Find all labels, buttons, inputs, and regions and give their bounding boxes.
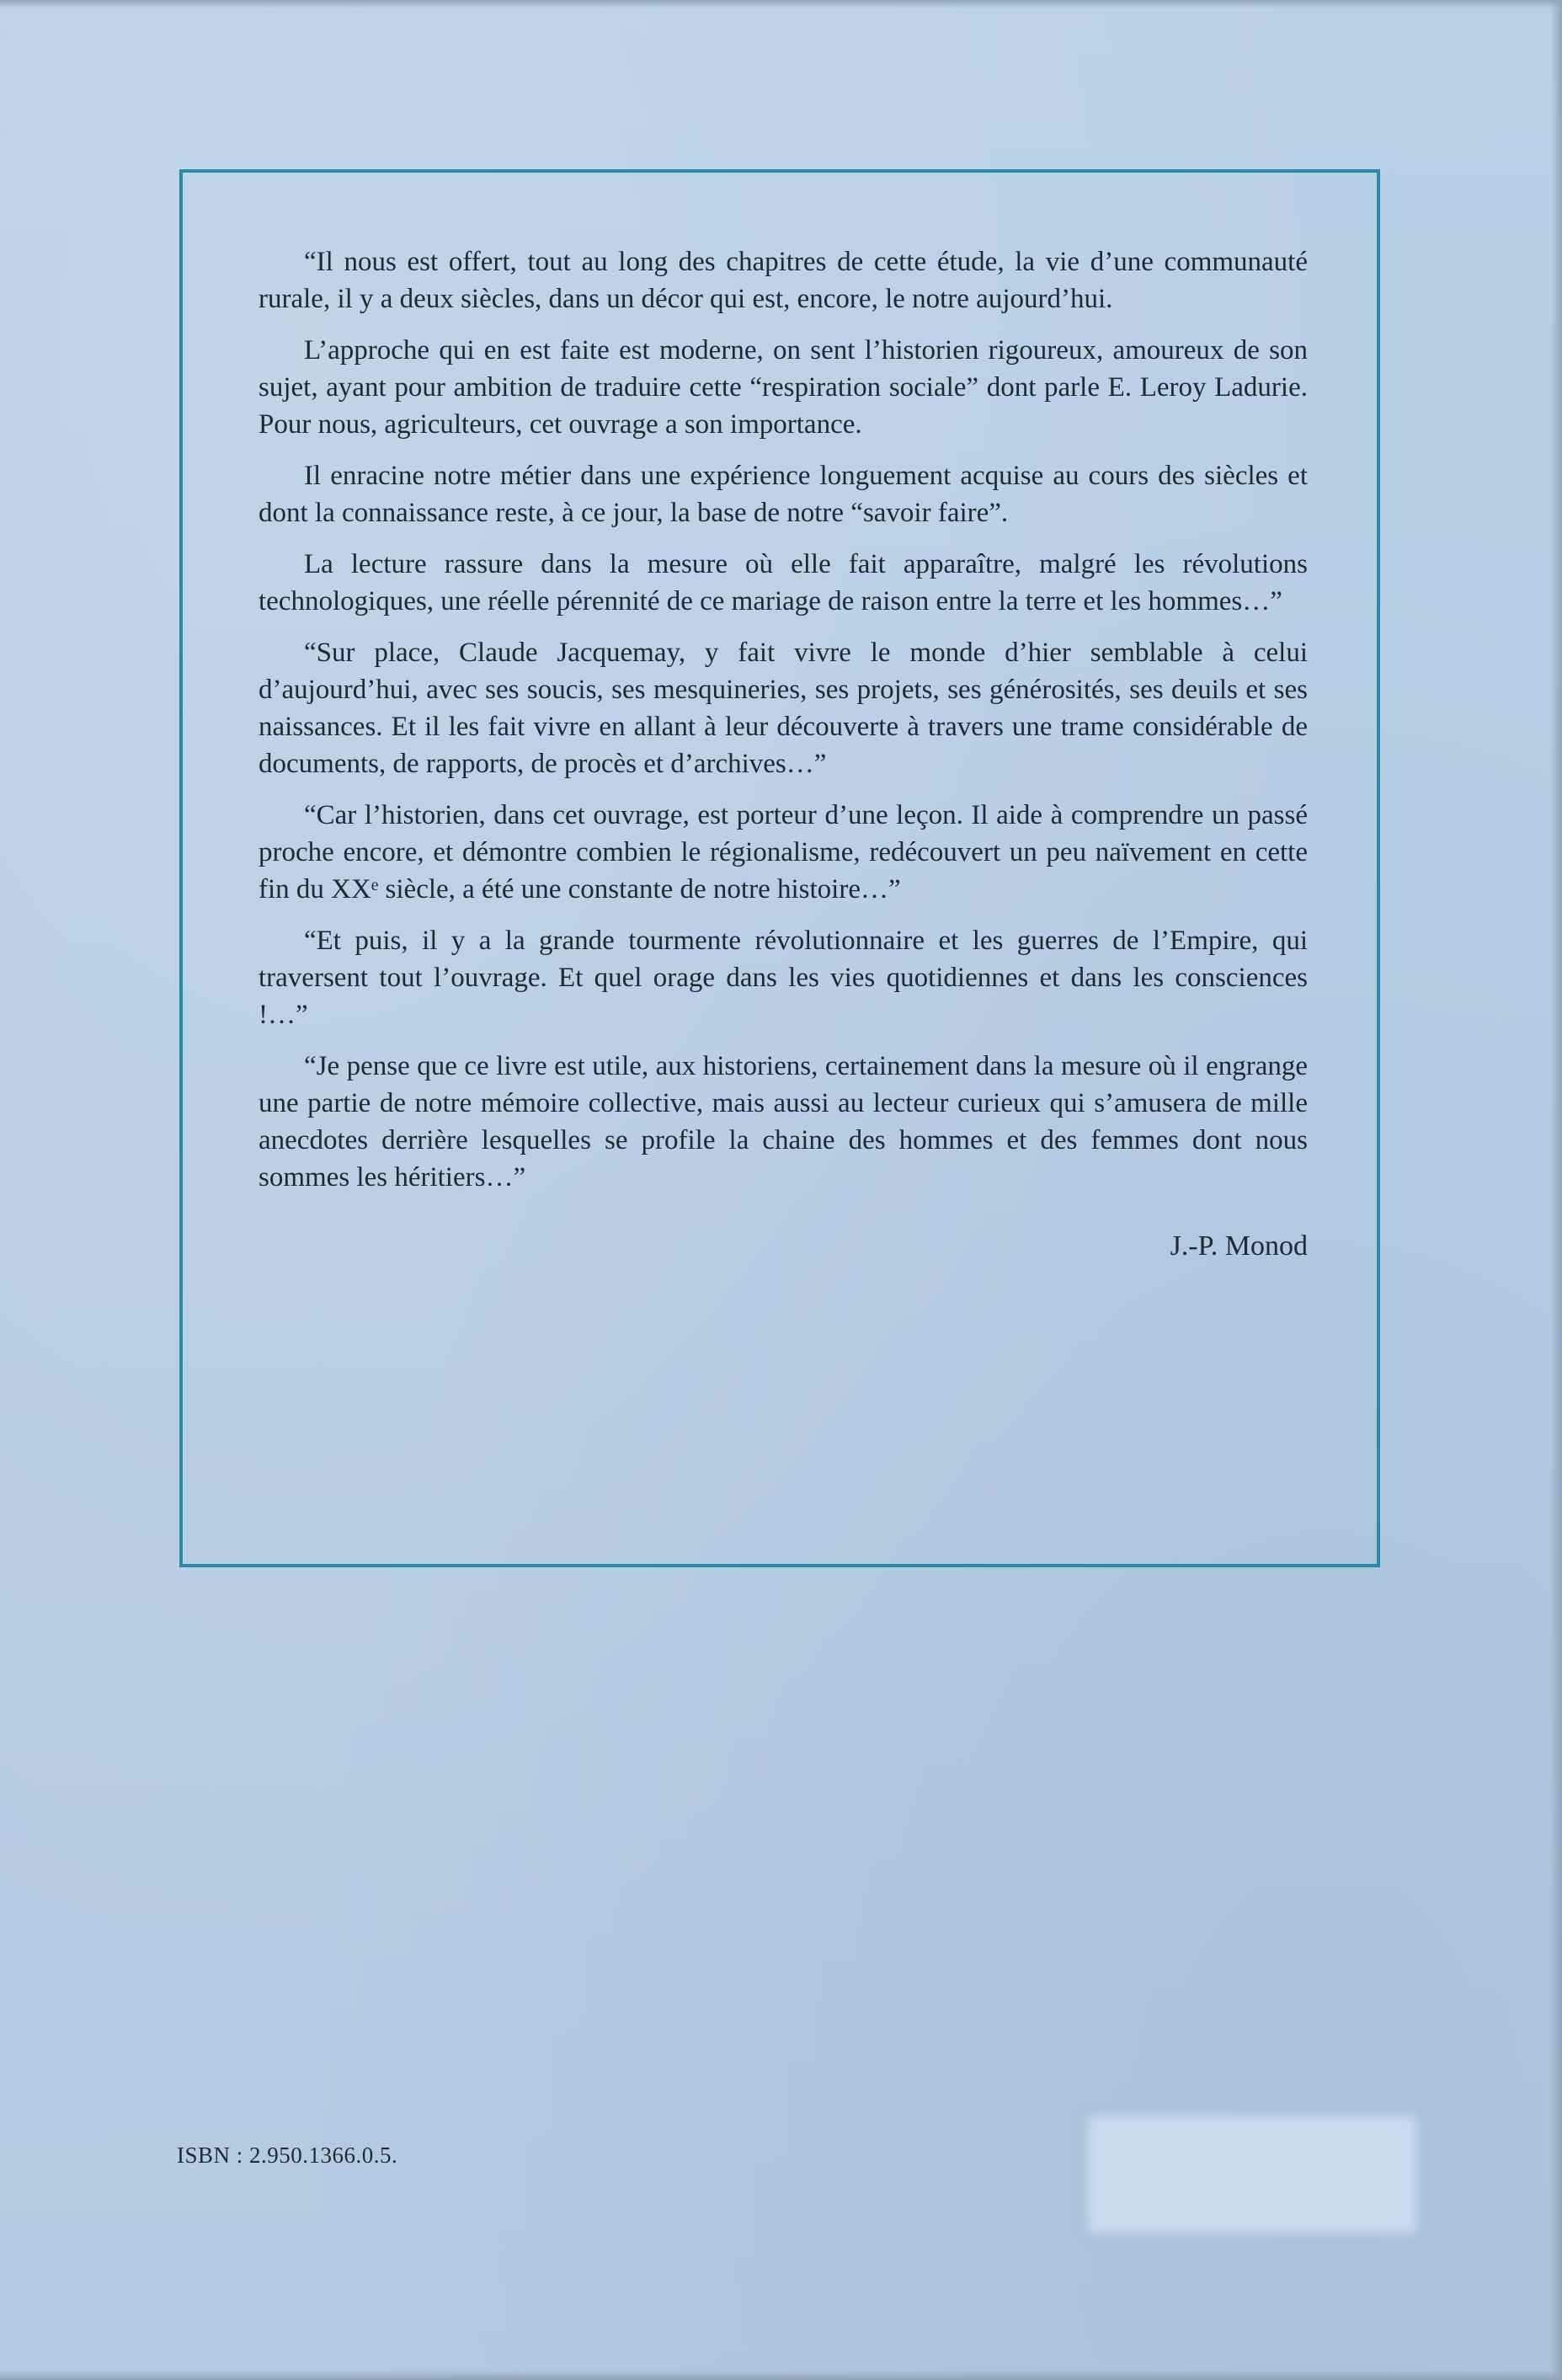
quote-signature: J.-P. Monod xyxy=(1170,1230,1308,1262)
quote-paragraph-6: “Car l’historien, dans cet ouvrage, est porteur d’une leçon. Il aide à comprendre un passé proche encore, et démontre combien le régionalisme, redécouvert un peu naïvement en cette fin du XXᵉ siècle, a été une constante de notre histoire…” xyxy=(259,800,1308,905)
quote-frame xyxy=(179,169,1380,1567)
barcode-sticker-area xyxy=(1088,2116,1416,2233)
cover-edge-bottom xyxy=(0,2370,1562,2380)
cover-edge-top xyxy=(0,0,1562,8)
quote-paragraph-1: “Il nous est offert, tout au long des chapitres de cette étude, la vie d’une communauté rurale, il y a deux siècles, dans un décor qui est, encore, le notre aujourd’hui. xyxy=(259,247,1308,314)
quote-paragraph-2: L’approche qui en est faite est moderne, on sent l’historien rigoureux, amoureux de son sujet, ayant pour ambition de traduire cette “respiration sociale” dont parle E. Leroy Ladurie. Pour nous, agriculteurs, cet ouvrage a son importance. xyxy=(259,335,1308,440)
quote-paragraph-7: “Et puis, il y a la grande tourmente révolutionnaire et les guerres de l’Empire, qui traversent tout l’ouvrage. Et quel orage dans les vies quotidiennes et dans les consciences !…” xyxy=(259,926,1308,1030)
quote-paragraph-3: Il enracine notre métier dans une expérience longuement acquise au cours des siècles et dont la connaissance reste, à ce jour, la base de notre “savoir faire”. xyxy=(259,461,1308,528)
quote-paragraph-8: “Je pense que ce livre est utile, aux historiens, certainement dans la mesure où il engrange une partie de notre mémoire collective, mais aussi au lecteur curieux qui s’amusera de mille anecdotes derrière lesquelles se profile la chaine des hommes et des femmes dont nous sommes les héritiers…” xyxy=(259,1051,1308,1193)
isbn-number: ISBN : 2.950.1366.0.5. xyxy=(177,2143,398,2168)
quote-paragraph-4: La lecture rassure dans la mesure où elle fait apparaître, malgré les révolutions technologiques, une réelle pérennité de ce mariage de raison entre la terre et les hommes…” xyxy=(259,549,1308,616)
quote-paragraph-5: “Sur place, Claude Jacquemay, y fait vivre le monde d’hier semblable à celui d’aujourd’hui, avec ses soucis, ses mesquineries, ses projets, ses générosités, ses deuils et ses naissances. Et il les fait vivre en allant à leur découverte à travers une trame considérable de documents, de rapports, de procès et d’archives…” xyxy=(259,638,1308,779)
cover-edge-right xyxy=(1550,0,1562,2380)
quote-text xyxy=(259,243,1308,1265)
